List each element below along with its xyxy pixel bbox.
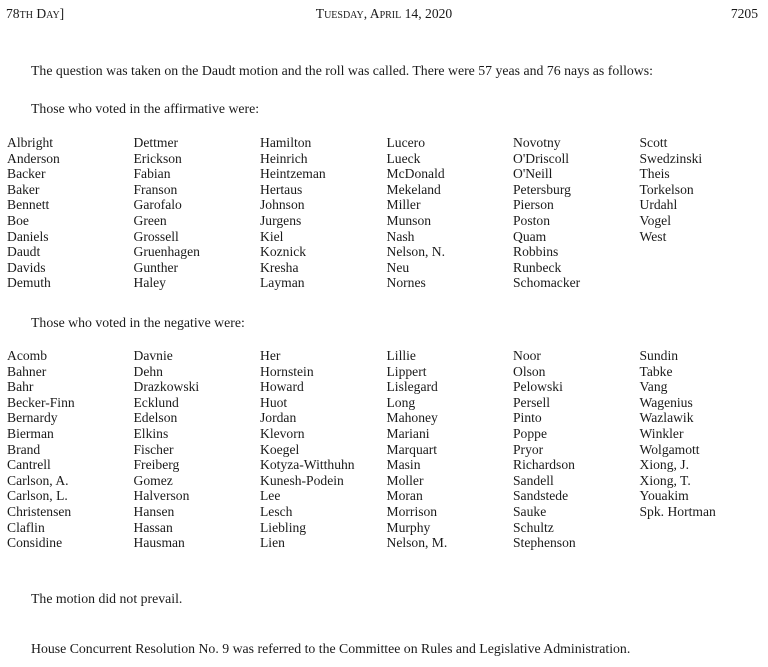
member-name: Lien: [260, 535, 285, 551]
member-name: Hausman: [133, 535, 185, 551]
member-name: Koegel: [260, 441, 300, 457]
member-name: Nelson, M.: [386, 535, 448, 551]
member-name: Petersburg: [513, 181, 571, 197]
member-name: Elkins: [133, 425, 169, 441]
member-name: Nornes: [386, 275, 426, 291]
member-name: Quam: [513, 228, 547, 244]
member-name: Vogel: [639, 212, 671, 228]
member-name: Christensen: [7, 503, 72, 519]
member-name: Sandell: [513, 472, 554, 488]
member-name: Noor: [513, 348, 541, 363]
negative-column: [513, 348, 640, 551]
member-name: Pelowski: [513, 379, 563, 395]
member-name: Xiong, T.: [639, 472, 691, 488]
member-name: Garofalo: [133, 197, 182, 213]
member-name: Moller: [386, 472, 424, 488]
member-name: Fischer: [133, 441, 174, 457]
motion-result: The motion did not prevail.: [31, 591, 183, 606]
member-name: Winkler: [639, 425, 684, 441]
member-name: Richardson: [513, 457, 575, 473]
negative-column: [134, 348, 261, 551]
member-name: Ecklund: [133, 394, 179, 410]
member-name: Kunesh-Podein: [260, 472, 344, 488]
member-name: Xiong, J.: [639, 457, 689, 473]
negative-column: [7, 348, 134, 551]
member-name: Mekeland: [386, 181, 441, 197]
member-name: Murphy: [386, 519, 431, 535]
member-name: Klevorn: [260, 425, 305, 441]
page-header: [6, 6, 762, 26]
member-name: Pierson: [513, 197, 554, 213]
referral-statement: House Concurrent Resolution No. 9 was referred to the Committee on Rules and Legislative Administration.: [31, 641, 631, 656]
member-name: Torkelson: [639, 181, 694, 197]
member-name: Spk. Hortman: [639, 503, 716, 519]
member-name: Runbeck: [513, 259, 562, 275]
member-name: Carlson, L.: [7, 488, 68, 504]
member-name: O'Neill: [513, 166, 553, 182]
member-name: Wagenius: [639, 394, 693, 410]
member-name: Wolgamott: [639, 441, 700, 457]
member-name: Gunther: [133, 259, 179, 275]
member-name: Schomacker: [513, 275, 581, 291]
member-name: Heintzeman: [260, 166, 326, 182]
member-name: Hassan: [133, 519, 173, 535]
member-name: Baker: [7, 181, 40, 197]
affirmative-heading: Those who voted in the affirmative were:: [31, 101, 260, 116]
negative-column: [260, 348, 387, 551]
roll-call-intro: The question was taken on the Daudt motion and the roll was called. There were 57 yeas and 76 nays as follows:: [31, 63, 653, 78]
member-name: Olson: [513, 363, 546, 379]
member-name: Wazlawik: [639, 410, 694, 426]
member-name: West: [639, 228, 667, 244]
member-name: O'Driscoll: [513, 150, 570, 166]
member-name: Nelson, N.: [386, 244, 446, 260]
member-name: Edelson: [133, 410, 178, 426]
member-name: Bahr: [7, 379, 34, 395]
member-name: Demuth: [7, 275, 51, 291]
negative-column: [640, 348, 767, 551]
member-name: Boe: [7, 212, 29, 228]
member-name: Mariani: [386, 425, 430, 441]
member-name: Anderson: [7, 150, 60, 166]
member-name: Sundin: [639, 348, 679, 363]
member-name: Carlson, A.: [7, 472, 69, 488]
affirmative-column: [513, 135, 640, 291]
member-name: Nash: [386, 228, 415, 244]
member-name: Drazkowski: [133, 379, 200, 395]
member-name: Howard: [260, 379, 304, 395]
member-name: Pinto: [513, 410, 542, 426]
member-name: Cantrell: [7, 457, 51, 473]
member-name: Huot: [260, 394, 288, 410]
member-name: Masin: [386, 457, 421, 473]
member-name: Green: [133, 212, 167, 228]
member-name: Heinrich: [260, 150, 308, 166]
member-name: Poppe: [513, 425, 547, 441]
member-name: Davids: [7, 259, 46, 275]
member-name: Lislegard: [386, 379, 438, 395]
affirmative-column: [260, 135, 387, 291]
page-number: 7205: [730, 6, 758, 21]
member-name: Jordan: [260, 410, 297, 426]
member-name: Swedzinski: [639, 150, 703, 166]
member-name: Urdahl: [639, 197, 678, 213]
member-name: Hornstein: [260, 363, 314, 379]
member-name: Youakim: [639, 488, 689, 504]
member-name: Liebling: [260, 519, 307, 535]
affirmative-column: [640, 135, 767, 291]
member-name: Haley: [133, 275, 166, 291]
member-name: Fabian: [133, 166, 171, 182]
member-name: Davnie: [133, 348, 173, 363]
affirmative-column: [134, 135, 261, 291]
member-name: Considine: [7, 535, 63, 551]
member-name: Freiberg: [133, 457, 180, 473]
member-name: Scott: [639, 135, 668, 150]
member-name: Gomez: [133, 472, 173, 488]
member-name: Jurgens: [260, 212, 302, 228]
member-name: Johnson: [260, 197, 305, 213]
member-name: Robbins: [513, 244, 559, 260]
member-name: Bernardy: [7, 410, 58, 426]
negative-heading: Those who voted in the negative were:: [31, 315, 245, 330]
member-name: Hertaus: [260, 181, 303, 197]
member-name: Lippert: [386, 363, 427, 379]
member-name: Sandstede: [513, 488, 569, 504]
member-name: Long: [386, 394, 416, 410]
affirmative-column: [387, 135, 514, 291]
member-name: Persell: [513, 394, 550, 410]
member-name: Morrison: [386, 503, 438, 519]
affirmative-vote-list: [7, 135, 766, 291]
member-name: Vang: [639, 379, 668, 395]
member-name: Franson: [133, 181, 178, 197]
member-name: Grossell: [133, 228, 179, 244]
member-name: Poston: [513, 212, 551, 228]
member-name: Koznick: [260, 244, 307, 260]
member-name: Theis: [639, 166, 670, 182]
member-name: Sauke: [513, 503, 547, 519]
member-name: Hansen: [133, 503, 175, 519]
member-name: Tabke: [639, 363, 673, 379]
negative-vote-list: [7, 348, 766, 551]
member-name: Lesch: [260, 503, 293, 519]
member-name: Hamilton: [260, 135, 312, 150]
member-name: McDonald: [386, 166, 445, 182]
member-name: Moran: [386, 488, 423, 504]
negative-column: [387, 348, 514, 551]
member-name: Lucero: [386, 135, 425, 150]
member-name: Neu: [386, 259, 410, 275]
affirmative-column: [7, 135, 134, 291]
member-name: Layman: [260, 275, 305, 291]
member-name: Bahner: [7, 363, 47, 379]
member-name: Lueck: [386, 150, 421, 166]
member-name: Her: [260, 348, 281, 363]
member-name: Becker-Finn: [7, 394, 75, 410]
member-name: Acomb: [7, 348, 48, 363]
member-name: Kresha: [260, 259, 299, 275]
member-name: Lee: [260, 488, 281, 504]
member-name: Lillie: [386, 348, 416, 363]
member-name: Gruenhagen: [133, 244, 200, 260]
member-name: Pryor: [513, 441, 544, 457]
member-name: Backer: [7, 166, 46, 182]
member-name: Schultz: [513, 519, 554, 535]
member-name: Daudt: [7, 244, 41, 260]
member-name: Dettmer: [133, 135, 179, 150]
member-name: Daniels: [7, 228, 49, 244]
member-name: Stephenson: [513, 535, 576, 551]
member-name: Kiel: [260, 228, 284, 244]
member-name: Bierman: [7, 425, 54, 441]
member-name: Halverson: [133, 488, 190, 504]
member-name: Miller: [386, 197, 421, 213]
member-name: Kotyza-Witthuhn: [260, 457, 355, 473]
member-name: Novotny: [513, 135, 561, 150]
member-name: Erickson: [133, 150, 182, 166]
member-name: Claflin: [7, 519, 45, 535]
member-name: Mahoney: [386, 410, 438, 426]
member-name: Albright: [7, 135, 54, 150]
member-name: Dehn: [133, 363, 163, 379]
journal-date: Tuesday, April 14, 2020: [315, 6, 453, 21]
member-name: Munson: [386, 212, 432, 228]
journal-day: 78th Day]: [6, 6, 65, 21]
member-name: Bennett: [7, 197, 50, 213]
member-name: Brand: [7, 441, 41, 457]
member-name: Marquart: [386, 441, 438, 457]
